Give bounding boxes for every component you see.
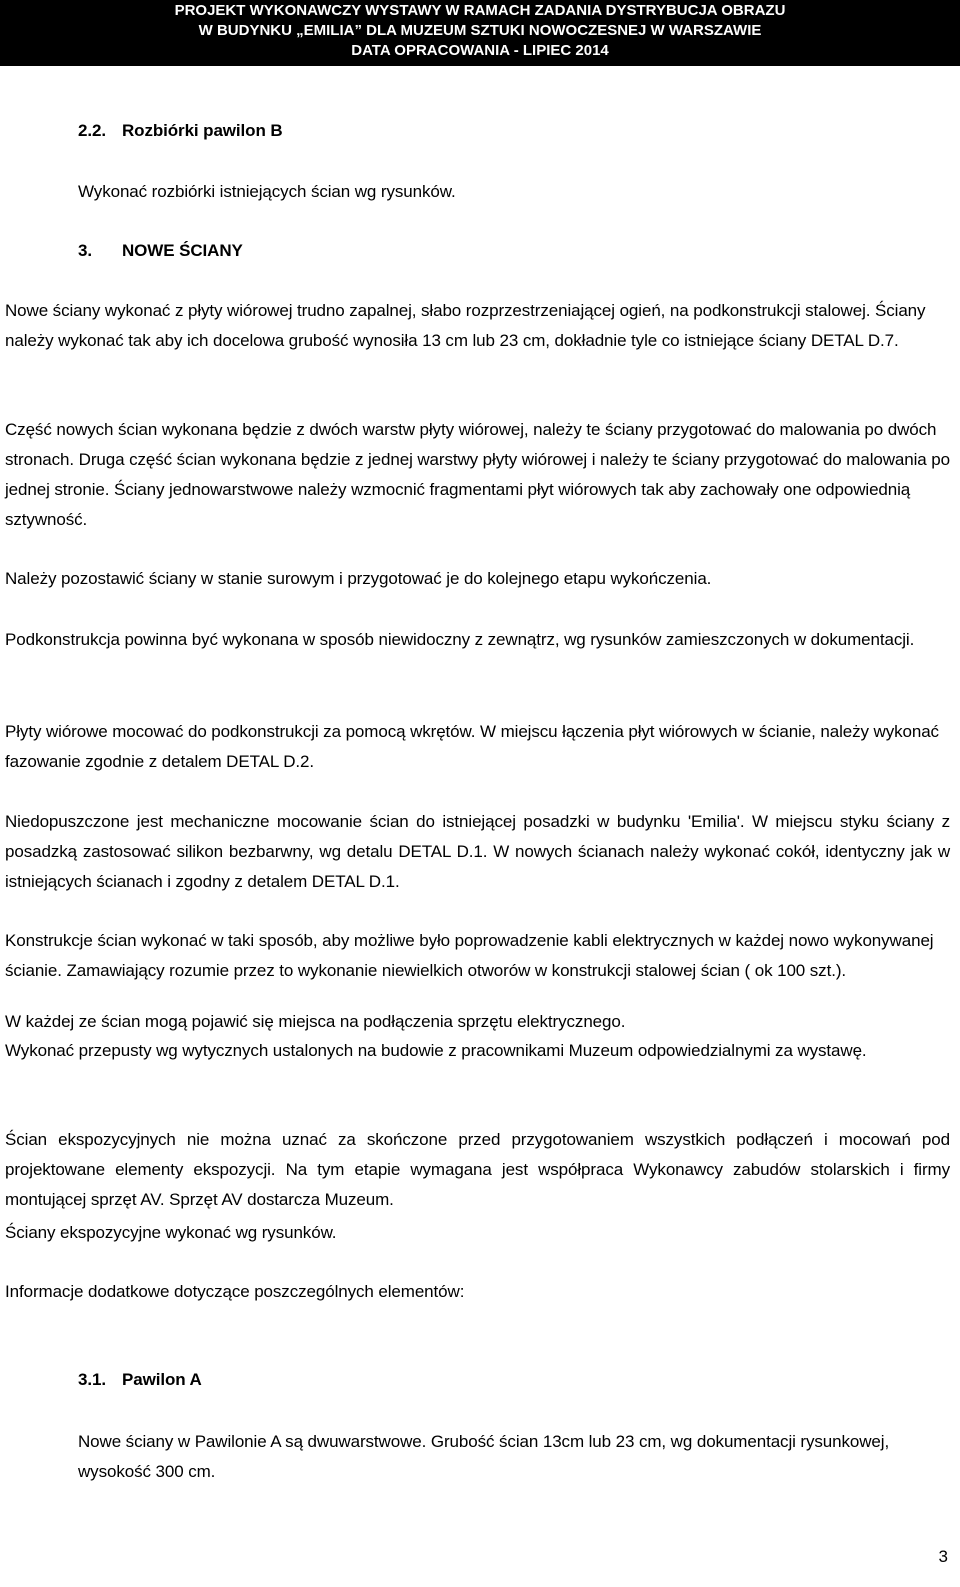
- section-title: NOWE ŚCIANY: [122, 241, 243, 260]
- paragraph: Niedopuszczone jest mechaniczne mocowanie ścian do istniejącej posadzki w budynku 'Emilia'. W miejscu styku ściany z posadzką zastosować silikon bezbarwny, wg detalu DETAL D.1. W nowych ścianach należy wykonać cokół, identyczny jak w istniejących ścianach i zgodny z detalem DETAL D.1.: [5, 812, 950, 891]
- section-title: Rozbiórki pawilon B: [122, 121, 283, 140]
- paragraph: Ścian ekspozycyjnych nie można uznać za skończone przed przygotowaniem wszystkich podłączeń i mocowań pod projektowane elementy ekspozycji. Na tym etapie wymagana jest współpraca Wykonawcy zabudów stolarskich i firmy montującej sprzęt AV. Sprzęt AV dostarcza Muzeum.: [5, 1130, 950, 1209]
- header-line-3: DATA OPRACOWANIA - LIPIEC 2014: [351, 42, 609, 59]
- paragraph: Ściany ekspozycyjne wykonać wg rysunków.: [5, 1223, 337, 1242]
- header-line-2: W BUDYNKU „EMILIA” DLA MUZEUM SZTUKI NOWOCZESNEJ W WARSZAWIE: [198, 22, 762, 39]
- paragraph: Nowe ściany wykonać z płyty wiórowej trudno zapalnej, słabo rozprzestrzeniającej ogień, na podkonstrukcji stalowej. Ściany należy wykonać tak aby ich docelowa grubość wynosiła 13 cm lub 23 cm, dokładnie tyle co istniejące ściany DETAL D.7.: [5, 301, 926, 350]
- paragraph: Podkonstrukcja powinna być wykonana w sposób niewidoczny z zewnątrz, wg rysunków zamieszczonych w dokumentacji.: [5, 630, 915, 649]
- section-heading-2-2: [78, 116, 938, 146]
- paragraph: Wykonać rozbiórki istniejących ścian wg rysunków.: [78, 182, 456, 201]
- document-header: [0, 0, 960, 66]
- paragraph: Nowe ściany w Pawilonie A są dwuwarstwowe. Grubość ścian 13cm lub 23 cm, wg dokumentacji rysunkowej, wysokość 300 cm.: [78, 1432, 890, 1481]
- page-number: 3: [938, 1547, 948, 1566]
- header-line-1: PROJEKT WYKONAWCZY WYSTAWY W RAMACH ZADANIA DYSTRYBUCJA OBRAZU: [174, 2, 786, 19]
- section-number: 3.: [78, 241, 92, 260]
- paragraph: Informacje dodatkowe dotyczące poszczególnych elementów:: [5, 1282, 465, 1301]
- section-number: 2.2.: [78, 121, 106, 140]
- section-number: 3.1.: [78, 1370, 106, 1389]
- paragraph: Konstrukcje ścian wykonać w taki sposób, aby możliwe było poprowadzenie kabli elektrycznych w każdej nowo wykonywanej ścianie. Zamawiający rozumie przez to wykonanie niewielkich otworów w konstrukcji stalowej ścian ( ok 100 szt.).: [5, 931, 934, 980]
- paragraph: Płyty wiórowe mocować do podkonstrukcji za pomocą wkrętów. W miejscu łączenia płyt wiórowych w ścianie, należy wykonać fazowanie zgodnie z detalem DETAL D.2.: [5, 722, 939, 771]
- section-title: Pawilon A: [122, 1370, 202, 1389]
- section-heading-3: [78, 236, 938, 266]
- paragraph: Wykonać przepusty wg wytycznych ustalonych na budowie z pracownikami Muzeum odpowiedzialnymi za wystawę.: [5, 1041, 867, 1060]
- paragraph: W każdej ze ścian mogą pojawić się miejsca na podłączenia sprzętu elektrycznego.: [5, 1012, 626, 1031]
- section-heading-3-1: [78, 1365, 938, 1395]
- paragraph: Należy pozostawić ściany w stanie surowym i przygotować je do kolejnego etapu wykończenia.: [5, 569, 712, 588]
- paragraph: Część nowych ścian wykonana będzie z dwóch warstw płyty wiórowej, należy te ściany przygotować do malowania po dwóch stronach. Druga część ścian wykonana będzie z jednej warstwy płyty wiórowej i należy te ściany przygotować do malowania po jednej stronie. Ściany jednowarstwowe należy wzmocnić fragmentami płyt wiórowych tak aby zachowały one odpowiednią sztywność.: [5, 420, 950, 529]
